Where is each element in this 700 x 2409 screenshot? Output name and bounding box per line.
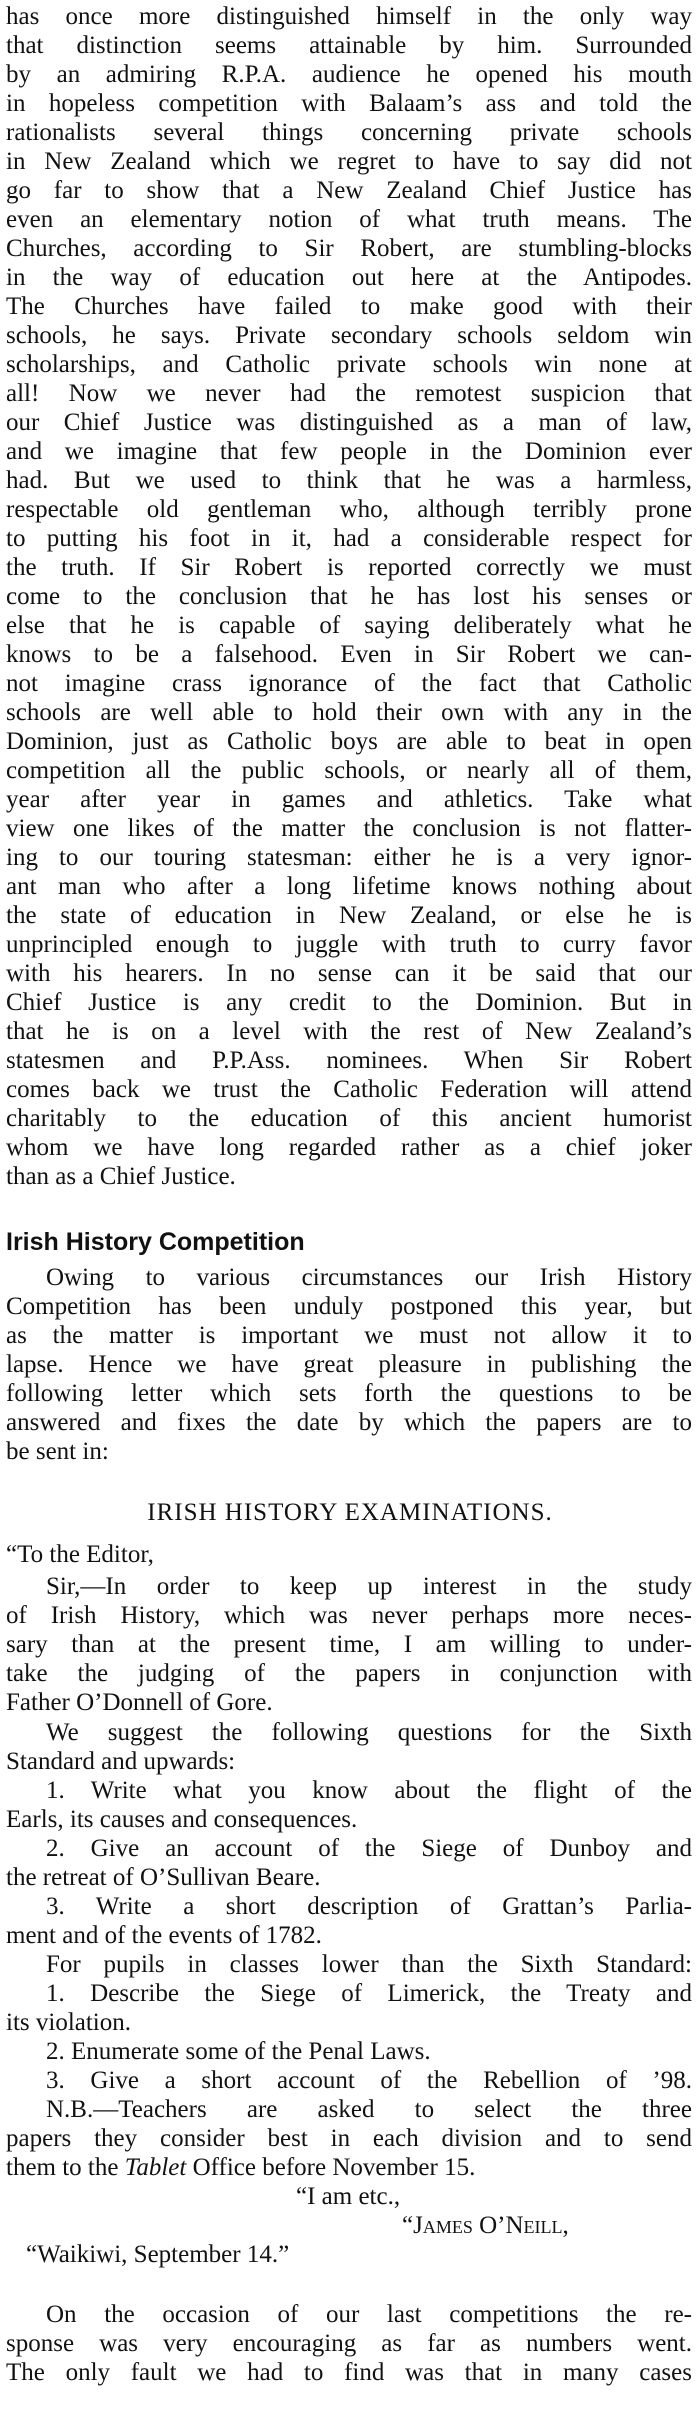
text-line: sponse was very encouraging as far as numbers went. xyxy=(6,2330,692,2357)
text-line xyxy=(6,2153,692,2183)
text-line: schools, he says. Private secondary schools seldom win xyxy=(6,322,692,349)
letter-salutation: “To the Editor, xyxy=(6,1541,154,1568)
letter-place-date: “Waikiwi, September 14.” xyxy=(26,2241,290,2268)
publication-name: Tablet xyxy=(124,2154,187,2181)
text-line: On the occasion of our last competitions the re- xyxy=(46,2301,692,2328)
text-line: We suggest the following questions for the Sixth xyxy=(46,1719,692,1746)
text-line: The only fault we had to find was that in many cases xyxy=(6,2359,692,2386)
text-line: than as a Chief Justice. xyxy=(6,1163,236,1190)
text-segment: Office before November 15. xyxy=(186,2154,476,2181)
text-line: lapse. Hence we have great pleasure in publishing the xyxy=(6,1351,692,1378)
question-item: 2. Give an account of the Siege of Dunboy and xyxy=(46,1835,692,1862)
text-line: to putting his foot in it, had a considerable respect for xyxy=(6,525,692,552)
text-line: and we imagine that few people in the Dominion ever xyxy=(6,438,692,465)
text-line: ment and of the events of 1782. xyxy=(6,1922,322,1949)
text-line: had. But we used to think that he was a harmless, xyxy=(6,467,692,494)
text-line: Competition has been unduly postponed this year, but xyxy=(6,1293,692,1320)
text-line: ing to our touring statesman: either he is a very ignor- xyxy=(6,844,692,871)
text-line: as the matter is important we must not allow it to xyxy=(6,1322,692,1349)
text-line: Sir,—In order to keep up interest in the study xyxy=(46,1573,692,1600)
text-line: Dominion, just as Catholic boys are able to beat in open xyxy=(6,728,692,755)
text-line: be sent in: xyxy=(6,1438,109,1465)
text-line: the truth. If Sir Robert is reported correctly we must xyxy=(6,554,692,581)
text-line: The Churches have failed to make good with their xyxy=(6,293,692,320)
text-segment: them to the xyxy=(6,2154,125,2181)
text-line: N.B.—Teachers are asked to select the three xyxy=(46,2096,692,2123)
text-line: knows to be a falsehood. Even in Sir Robert we can- xyxy=(6,641,692,668)
text-line: go far to show that a New Zealand Chief Justice has xyxy=(6,177,692,204)
section-heading: Irish History Competition xyxy=(6,1228,305,1256)
text-line: charitably to the education of this ancient humorist xyxy=(6,1105,692,1132)
text-line: unprincipled enough to juggle with truth to curry favor xyxy=(6,931,692,958)
question-item: 3. Write a short description of Grattan’s Parlia- xyxy=(46,1893,692,1920)
letter-signature: “James O’Neill, xyxy=(402,2212,569,2239)
text-line: the state of education in New Zealand, or else he is xyxy=(6,902,692,929)
text-line: in hopeless competition with Balaam’s ass and told the xyxy=(6,90,692,117)
text-line: Owing to various circumstances our Irish History xyxy=(46,1264,692,1291)
text-line: year after year in games and athletics. Take what xyxy=(6,786,692,813)
text-line: not imagine crass ignorance of the fact that Catholic xyxy=(6,670,692,697)
text-line: Earls, its causes and consequences. xyxy=(6,1806,358,1833)
exam-title: IRISH HISTORY EXAMINATIONS. xyxy=(147,1499,553,1526)
text-line: its violation. xyxy=(6,2009,131,2036)
question-item: 2. Enumerate some of the Penal Laws. xyxy=(46,2038,431,2065)
text-line: that he is on a level with the rest of New Zealand’s xyxy=(6,1018,692,1045)
text-line: Chief Justice is any credit to the Dominion. But in xyxy=(6,989,692,1016)
text-line: comes back we trust the Catholic Federation will attend xyxy=(6,1076,692,1103)
question-item: 1. Describe the Siege of Limerick, the Treaty and xyxy=(46,1980,692,2007)
text-line: come to the conclusion that he has lost his senses or xyxy=(6,583,692,610)
text-line: of Irish History, which was never perhaps more neces- xyxy=(6,1602,692,1629)
text-line: by an admiring R.P.A. audience he opened his mouth xyxy=(6,61,692,88)
text-line: competition all the public schools, or nearly all of them, xyxy=(6,757,692,784)
text-line: respectable old gentleman who, although terribly prone xyxy=(6,496,692,523)
text-line: papers they consider best in each division and to send xyxy=(6,2125,692,2152)
text-line: For pupils in classes lower than the Sixth Standard: xyxy=(46,1951,692,1978)
letter-closing: “I am etc., xyxy=(296,2183,401,2210)
text-line: with his hearers. In no sense can it be said that our xyxy=(6,960,692,987)
text-line: rationalists several things concerning private schools xyxy=(6,119,692,146)
question-item: 3. Give a short account of the Rebellion of ’98. xyxy=(46,2067,692,2094)
text-line: in New Zealand which we regret to have to say did not xyxy=(6,148,692,175)
text-line: has once more distinguished himself in the only way xyxy=(6,3,692,30)
text-line: that distinction seems attainable by him. Surrounded xyxy=(6,32,692,59)
text-line: the retreat of O’Sullivan Beare. xyxy=(6,1864,321,1891)
text-line: statesmen and P.P.Ass. nominees. When Sir Robert xyxy=(6,1047,692,1074)
text-line: following letter which sets forth the questions to be xyxy=(6,1380,692,1407)
text-line: take the judging of the papers in conjunction with xyxy=(6,1660,692,1687)
text-line: even an elementary notion of what truth means. The xyxy=(6,206,692,233)
text-line: Father O’Donnell of Gore. xyxy=(6,1689,273,1716)
question-item: 1. Write what you know about the flight of the xyxy=(46,1777,692,1804)
text-line: answered and fixes the date by which the papers are to xyxy=(6,1409,692,1436)
text-line: all! Now we never had the remotest suspicion that xyxy=(6,380,692,407)
text-line: in the way of education out here at the Antipodes. xyxy=(6,264,692,291)
text-line: sary than at the present time, I am willing to under- xyxy=(6,1631,692,1658)
text-line: whom we have long regarded rather as a chief joker xyxy=(6,1134,692,1161)
text-line: else that he is capable of saying deliberately what he xyxy=(6,612,692,639)
text-line: our Chief Justice was distinguished as a man of law, xyxy=(6,409,692,436)
text-line: schools are well able to hold their own with any in the xyxy=(6,699,692,726)
text-line: ant man who after a long lifetime knows nothing about xyxy=(6,873,692,900)
text-line: scholarships, and Catholic private schools win none at xyxy=(6,351,692,378)
text-line: view one likes of the matter the conclusion is not flatter- xyxy=(6,815,692,842)
text-line: Churches, according to Sir Robert, are stumbling-blocks xyxy=(6,235,692,262)
text-line: Standard and upwards: xyxy=(6,1748,236,1775)
